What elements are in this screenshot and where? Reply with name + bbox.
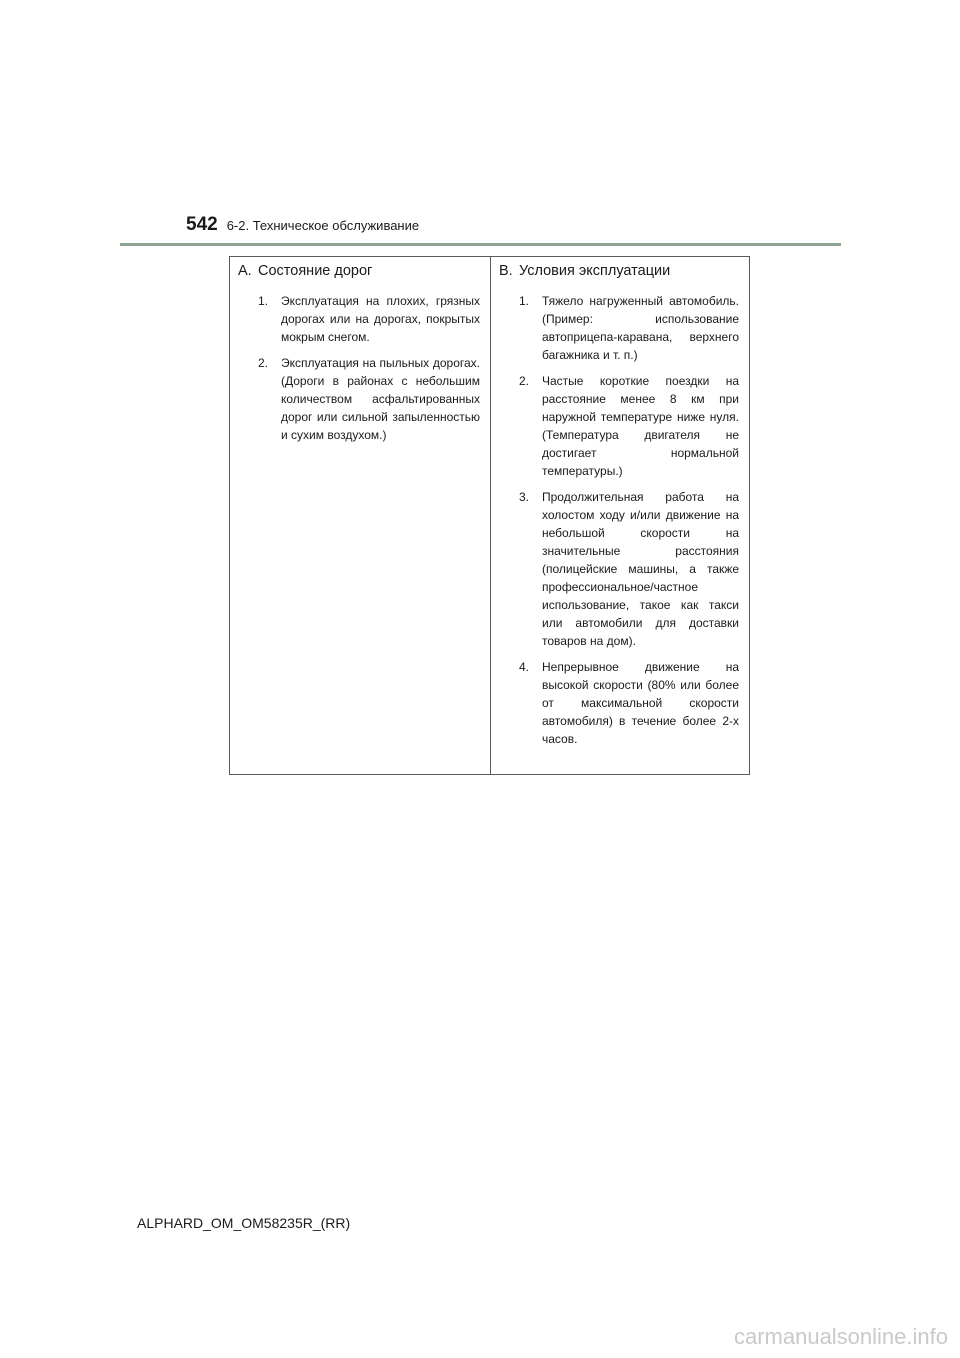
condition-list bbox=[238, 292, 480, 444]
column-heading bbox=[499, 263, 739, 279]
item-number: 2. bbox=[258, 356, 269, 370]
column-title: Условия эксплуатации bbox=[519, 263, 671, 279]
conditions-table bbox=[229, 256, 750, 775]
column-title: Состояние дорог bbox=[258, 263, 373, 279]
item-text: Эксплуатация на пыльных дорогах. (Дороги в районах с небольшим количеством асфальтированных дорог или сильной запыленностью и сухим воздухом.) bbox=[281, 356, 480, 442]
item-number: 4. bbox=[519, 660, 530, 674]
list-item bbox=[499, 488, 739, 650]
list-item bbox=[238, 354, 480, 444]
item-number: 1. bbox=[258, 294, 269, 308]
item-text: Тяжело нагруженный автомобиль. (Пример: использование автоприцепа-каравана, верхнего багажника и т. п.) bbox=[542, 294, 739, 362]
item-text: Продолжительная работа на холостом ходу и/или движение на небольшой скорости на значительные расстояния (полицейские машины, а также профессиональное/частное использование, такое как такси или автомобили для доставки товаров на дом). bbox=[542, 490, 739, 648]
item-text: Эксплуатация на плохих, грязных дорогах или на дорогах, покрытых мокрым снегом. bbox=[281, 294, 480, 344]
document-code: ALPHARD_OM_OM58235R_(RR) bbox=[137, 1215, 351, 1231]
column-letter: B. bbox=[499, 263, 513, 279]
list-item bbox=[499, 372, 739, 480]
road-conditions-column bbox=[230, 257, 490, 774]
item-number: 2. bbox=[519, 374, 530, 388]
header-divider bbox=[120, 243, 841, 246]
item-text: Частые короткие поездки на расстояние менее 8 км при наружной температуре ниже нуля. (Температура двигателя не достигает нормальной температуры.) bbox=[542, 374, 739, 478]
page-header bbox=[186, 214, 419, 244]
item-number: 1. bbox=[519, 294, 530, 308]
condition-list bbox=[499, 292, 739, 748]
column-letter: A. bbox=[238, 263, 252, 279]
item-text: Непрерывное движение на высокой скорости (80% или более от максимальной скорости автомобиля) в течение более 2-х часов. bbox=[542, 660, 739, 746]
section-title: 6-2. Техническое обслуживание bbox=[226, 218, 420, 233]
page-number: 542 bbox=[186, 214, 218, 235]
watermark: carmanualsonline.info bbox=[733, 1324, 948, 1349]
list-item bbox=[499, 292, 739, 364]
item-number: 3. bbox=[519, 490, 530, 504]
operating-conditions-column bbox=[490, 257, 749, 774]
column-heading bbox=[238, 263, 480, 279]
list-item bbox=[238, 292, 480, 346]
list-item bbox=[499, 658, 739, 748]
